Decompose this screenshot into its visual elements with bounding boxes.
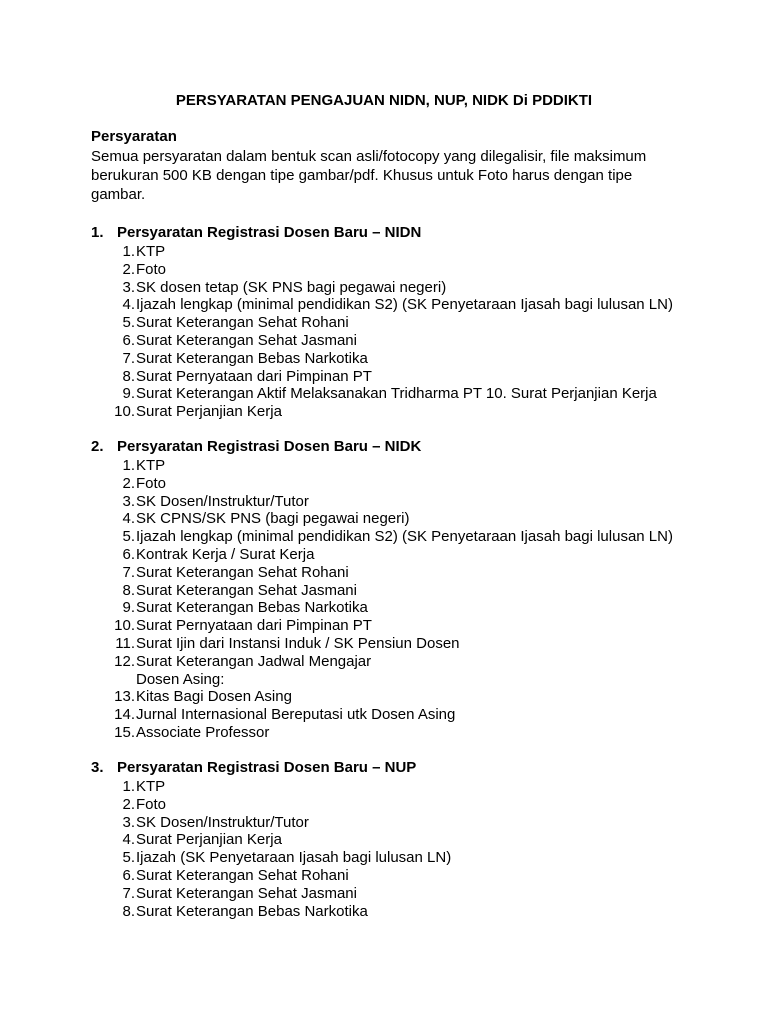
item-text: Surat Pernyataan dari Pimpinan PT [136, 367, 372, 385]
list-item [91, 814, 731, 832]
item-text: Surat Keterangan Sehat Rohani [136, 314, 349, 332]
document-title: PERSYARATAN PENGAJUAN NIDN, NUP, NIDK Di PDDIKTI [175, 92, 593, 109]
list-item [91, 706, 731, 724]
item-number: 5. [122, 314, 135, 332]
list-item [91, 635, 731, 653]
item-text: Surat Keterangan Sehat Jasmani [136, 331, 357, 349]
item-text: Surat Keterangan Sehat Rohani [136, 866, 349, 884]
item-number: 1. [122, 457, 135, 474]
item-text: Ijazah (SK Penyetaraan Ijasah bagi lulusan LN) [136, 849, 452, 867]
list-item [91, 296, 731, 314]
item-number: 14. [114, 706, 135, 724]
section-title: Persyaratan Registrasi Dosen Baru – NIDK [117, 438, 422, 455]
list-item [91, 885, 731, 903]
item-text: Foto [136, 474, 167, 492]
item-text: Surat Keterangan Sehat Jasmani [136, 884, 357, 902]
list-item [91, 261, 731, 279]
list-item [91, 457, 731, 475]
item-number: 7. [122, 349, 135, 367]
item-number [91, 671, 135, 689]
item-number: 1. [122, 778, 135, 795]
section-nup [91, 758, 731, 920]
item-number: 7. [122, 563, 135, 581]
requirement-list [91, 778, 731, 920]
list-item [91, 564, 731, 582]
requirement-list [91, 457, 731, 742]
item-text: Foto [136, 795, 167, 813]
list-item [91, 368, 731, 386]
list-item [91, 528, 731, 546]
item-number: 2. [122, 474, 135, 492]
item-number: 11. [115, 634, 135, 652]
section-title: Persyaratan Registrasi Dosen Baru – NUP [117, 759, 417, 776]
item-number: 12. [114, 652, 135, 670]
item-text: Associate Professor [136, 723, 270, 741]
section-nidn [91, 223, 731, 421]
item-text: KTP [136, 243, 166, 260]
list-item [91, 350, 731, 368]
item-number: 15. [114, 723, 135, 741]
item-number: 8. [122, 581, 135, 599]
item-number: 7. [122, 884, 135, 902]
intro-line: gambar. [91, 186, 146, 203]
item-number: 2. [122, 795, 135, 813]
list-item [91, 582, 731, 600]
item-number: 13. [114, 688, 135, 706]
item-text: Surat Keterangan Bebas Narkotika [136, 599, 368, 617]
item-number: 1. [122, 243, 135, 260]
item-number: 3. [122, 813, 135, 831]
item-text: Surat Ijin dari Instansi Induk / SK Pensiun Dosen [136, 634, 460, 652]
item-text: Surat Perjanjian Kerja [136, 831, 282, 849]
item-text: SK dosen tetap (SK PNS bagi pegawai negeri) [136, 278, 447, 296]
section-nidk [91, 437, 731, 742]
list-item [91, 332, 731, 350]
item-text: KTP [136, 778, 166, 795]
item-number: 4. [122, 510, 135, 528]
item-text: Kitas Bagi Dosen Asing [136, 688, 292, 706]
item-text: Ijazah lengkap (minimal pendidikan S2) (SK Penyetaraan Ijasah bagi lulusan LN) [136, 528, 673, 546]
list-item [91, 724, 731, 742]
item-text: Jurnal Internasional Bereputasi utk Dosen Asing [136, 706, 456, 724]
item-text: Dosen Asing: [136, 670, 225, 688]
list-item [91, 314, 731, 332]
item-number: 3. [122, 492, 135, 510]
list-item [91, 599, 731, 617]
list-item [91, 510, 731, 528]
list-item [91, 475, 731, 493]
item-text: Surat Keterangan Aktif Melaksanakan Tridharma PT 10. Surat Perjanjian Kerja [136, 385, 657, 403]
item-number: 6. [122, 866, 135, 884]
item-number: 5. [122, 528, 135, 546]
item-text: KTP [136, 457, 166, 474]
item-number: 10. [114, 617, 135, 635]
item-text: Surat Keterangan Jadwal Mengajar [136, 652, 372, 670]
requirement-list [91, 243, 731, 421]
item-number: 4. [122, 296, 135, 314]
item-text: SK Dosen/Instruktur/Tutor [136, 492, 309, 510]
list-item [91, 831, 731, 849]
intro-block [91, 127, 691, 204]
item-number: 8. [122, 902, 135, 920]
item-number: 3. [122, 278, 135, 296]
list-item [91, 279, 731, 297]
section-heading [91, 437, 731, 457]
item-number: 10. [114, 403, 135, 421]
section-heading [91, 758, 731, 778]
list-item [91, 493, 731, 511]
item-text: Surat Keterangan Bebas Narkotika [136, 902, 368, 920]
intro-line: Semua persyaratan dalam bentuk scan asli/fotocopy yang dilegalisir, file maksimum [91, 148, 647, 165]
item-text: SK Dosen/Instruktur/Tutor [136, 813, 309, 831]
item-text: Surat Perjanjian Kerja [136, 403, 282, 421]
item-text: Surat Keterangan Sehat Jasmani [136, 581, 357, 599]
item-text: SK CPNS/SK PNS (bagi pegawai negeri) [136, 510, 410, 528]
item-text: Foto [136, 260, 167, 278]
item-number: 5. [122, 849, 135, 867]
section-heading [91, 223, 731, 243]
list-item [91, 403, 731, 421]
item-number: 9. [122, 599, 135, 617]
list-item [91, 671, 731, 689]
list-item [91, 778, 731, 796]
item-number: 2. [122, 260, 135, 278]
item-number: 4. [122, 831, 135, 849]
list-item [91, 653, 731, 671]
list-item [91, 867, 731, 885]
intro-line: berukuran 500 KB dengan tipe gambar/pdf. Khusus untuk Foto harus dengan tipe [91, 167, 633, 184]
item-text: Surat Keterangan Bebas Narkotika [136, 349, 368, 367]
item-number: 9. [122, 385, 135, 403]
section-number: 3. [91, 759, 104, 776]
list-item [91, 849, 731, 867]
list-item [91, 688, 731, 706]
item-number: 6. [122, 331, 135, 349]
list-item [91, 796, 731, 814]
section-number: 2. [91, 438, 104, 455]
list-item [91, 385, 731, 403]
list-item [91, 617, 731, 635]
list-item [91, 903, 731, 921]
item-text: Kontrak Kerja / Surat Kerja [136, 545, 315, 563]
intro-heading: Persyaratan [91, 128, 177, 145]
list-item [91, 546, 731, 564]
item-text: Surat Pernyataan dari Pimpinan PT [136, 617, 372, 635]
item-text: Surat Keterangan Sehat Rohani [136, 563, 349, 581]
section-number: 1. [91, 224, 104, 241]
list-item [91, 243, 731, 261]
item-text: Ijazah lengkap (minimal pendidikan S2) (SK Penyetaraan Ijasah bagi lulusan LN) [136, 296, 673, 314]
section-title: Persyaratan Registrasi Dosen Baru – NIDN [117, 224, 422, 241]
item-number: 6. [122, 545, 135, 563]
item-number: 8. [122, 367, 135, 385]
